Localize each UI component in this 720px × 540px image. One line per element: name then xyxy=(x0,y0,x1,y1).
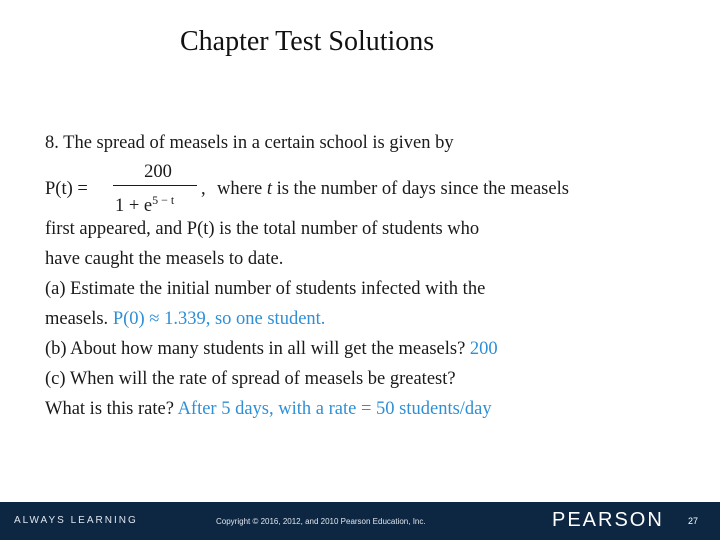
formula-fraction xyxy=(113,160,203,218)
formula-text-post: is the number of days since the measels xyxy=(271,179,569,199)
part-b-line xyxy=(45,334,685,364)
formula-denominator xyxy=(113,188,203,218)
formula-numerator: 200 xyxy=(144,162,172,182)
part-a-answer: P(0) ≈ 1.339, so one student. xyxy=(112,309,326,329)
line3-function: P(t) xyxy=(186,219,215,239)
part-c-question: (c) When will the rate of spread of measels be greatest? xyxy=(45,369,456,389)
part-c-question-end: What is this rate? xyxy=(45,399,174,419)
part-a-question: (a) Estimate the initial number of students infected with the xyxy=(45,279,486,299)
fraction-bar xyxy=(113,185,197,186)
denominator-exponent: 5 − t xyxy=(152,193,175,207)
part-c-answer: After 5 days, with a rate = 50 students/day xyxy=(177,399,492,419)
part-b-answer: 200 xyxy=(469,339,498,359)
variable-t: t xyxy=(266,179,272,199)
formula xyxy=(45,158,245,217)
line3-post: is the total number of students who xyxy=(214,219,480,239)
line3-pre: first appeared, and xyxy=(45,219,187,239)
formula-line xyxy=(45,158,685,217)
formula-lhs: P(t) = xyxy=(45,179,88,199)
problem-body xyxy=(45,128,685,424)
footer-copyright: Copyright © 2016, 2012, and 2010 Pearson Education, Inc. xyxy=(216,517,426,526)
slide-title: Chapter Test Solutions xyxy=(180,26,435,57)
page-number: 27 xyxy=(688,516,699,526)
footer-tagline: ALWAYS LEARNING xyxy=(14,515,138,526)
pearson-logo: PEARSON xyxy=(552,509,664,531)
problem-statement-line: 8. The spread of measels in a certain school is given by xyxy=(45,133,454,153)
part-a-line2 xyxy=(45,304,685,334)
part-c-line2 xyxy=(45,394,685,424)
part-a-question-end: measels. xyxy=(45,309,109,329)
denominator-base: 1 + e xyxy=(115,196,153,217)
formula-description xyxy=(217,174,569,204)
problem-statement-line: have caught the measels to date. xyxy=(45,249,284,269)
footer-band xyxy=(0,502,720,540)
formula-comma: , xyxy=(201,179,206,199)
part-b-question: (b) About how many students in all will get the measels? xyxy=(45,339,466,359)
formula-text-pre: where xyxy=(217,179,267,199)
problem-statement-line xyxy=(45,214,685,244)
